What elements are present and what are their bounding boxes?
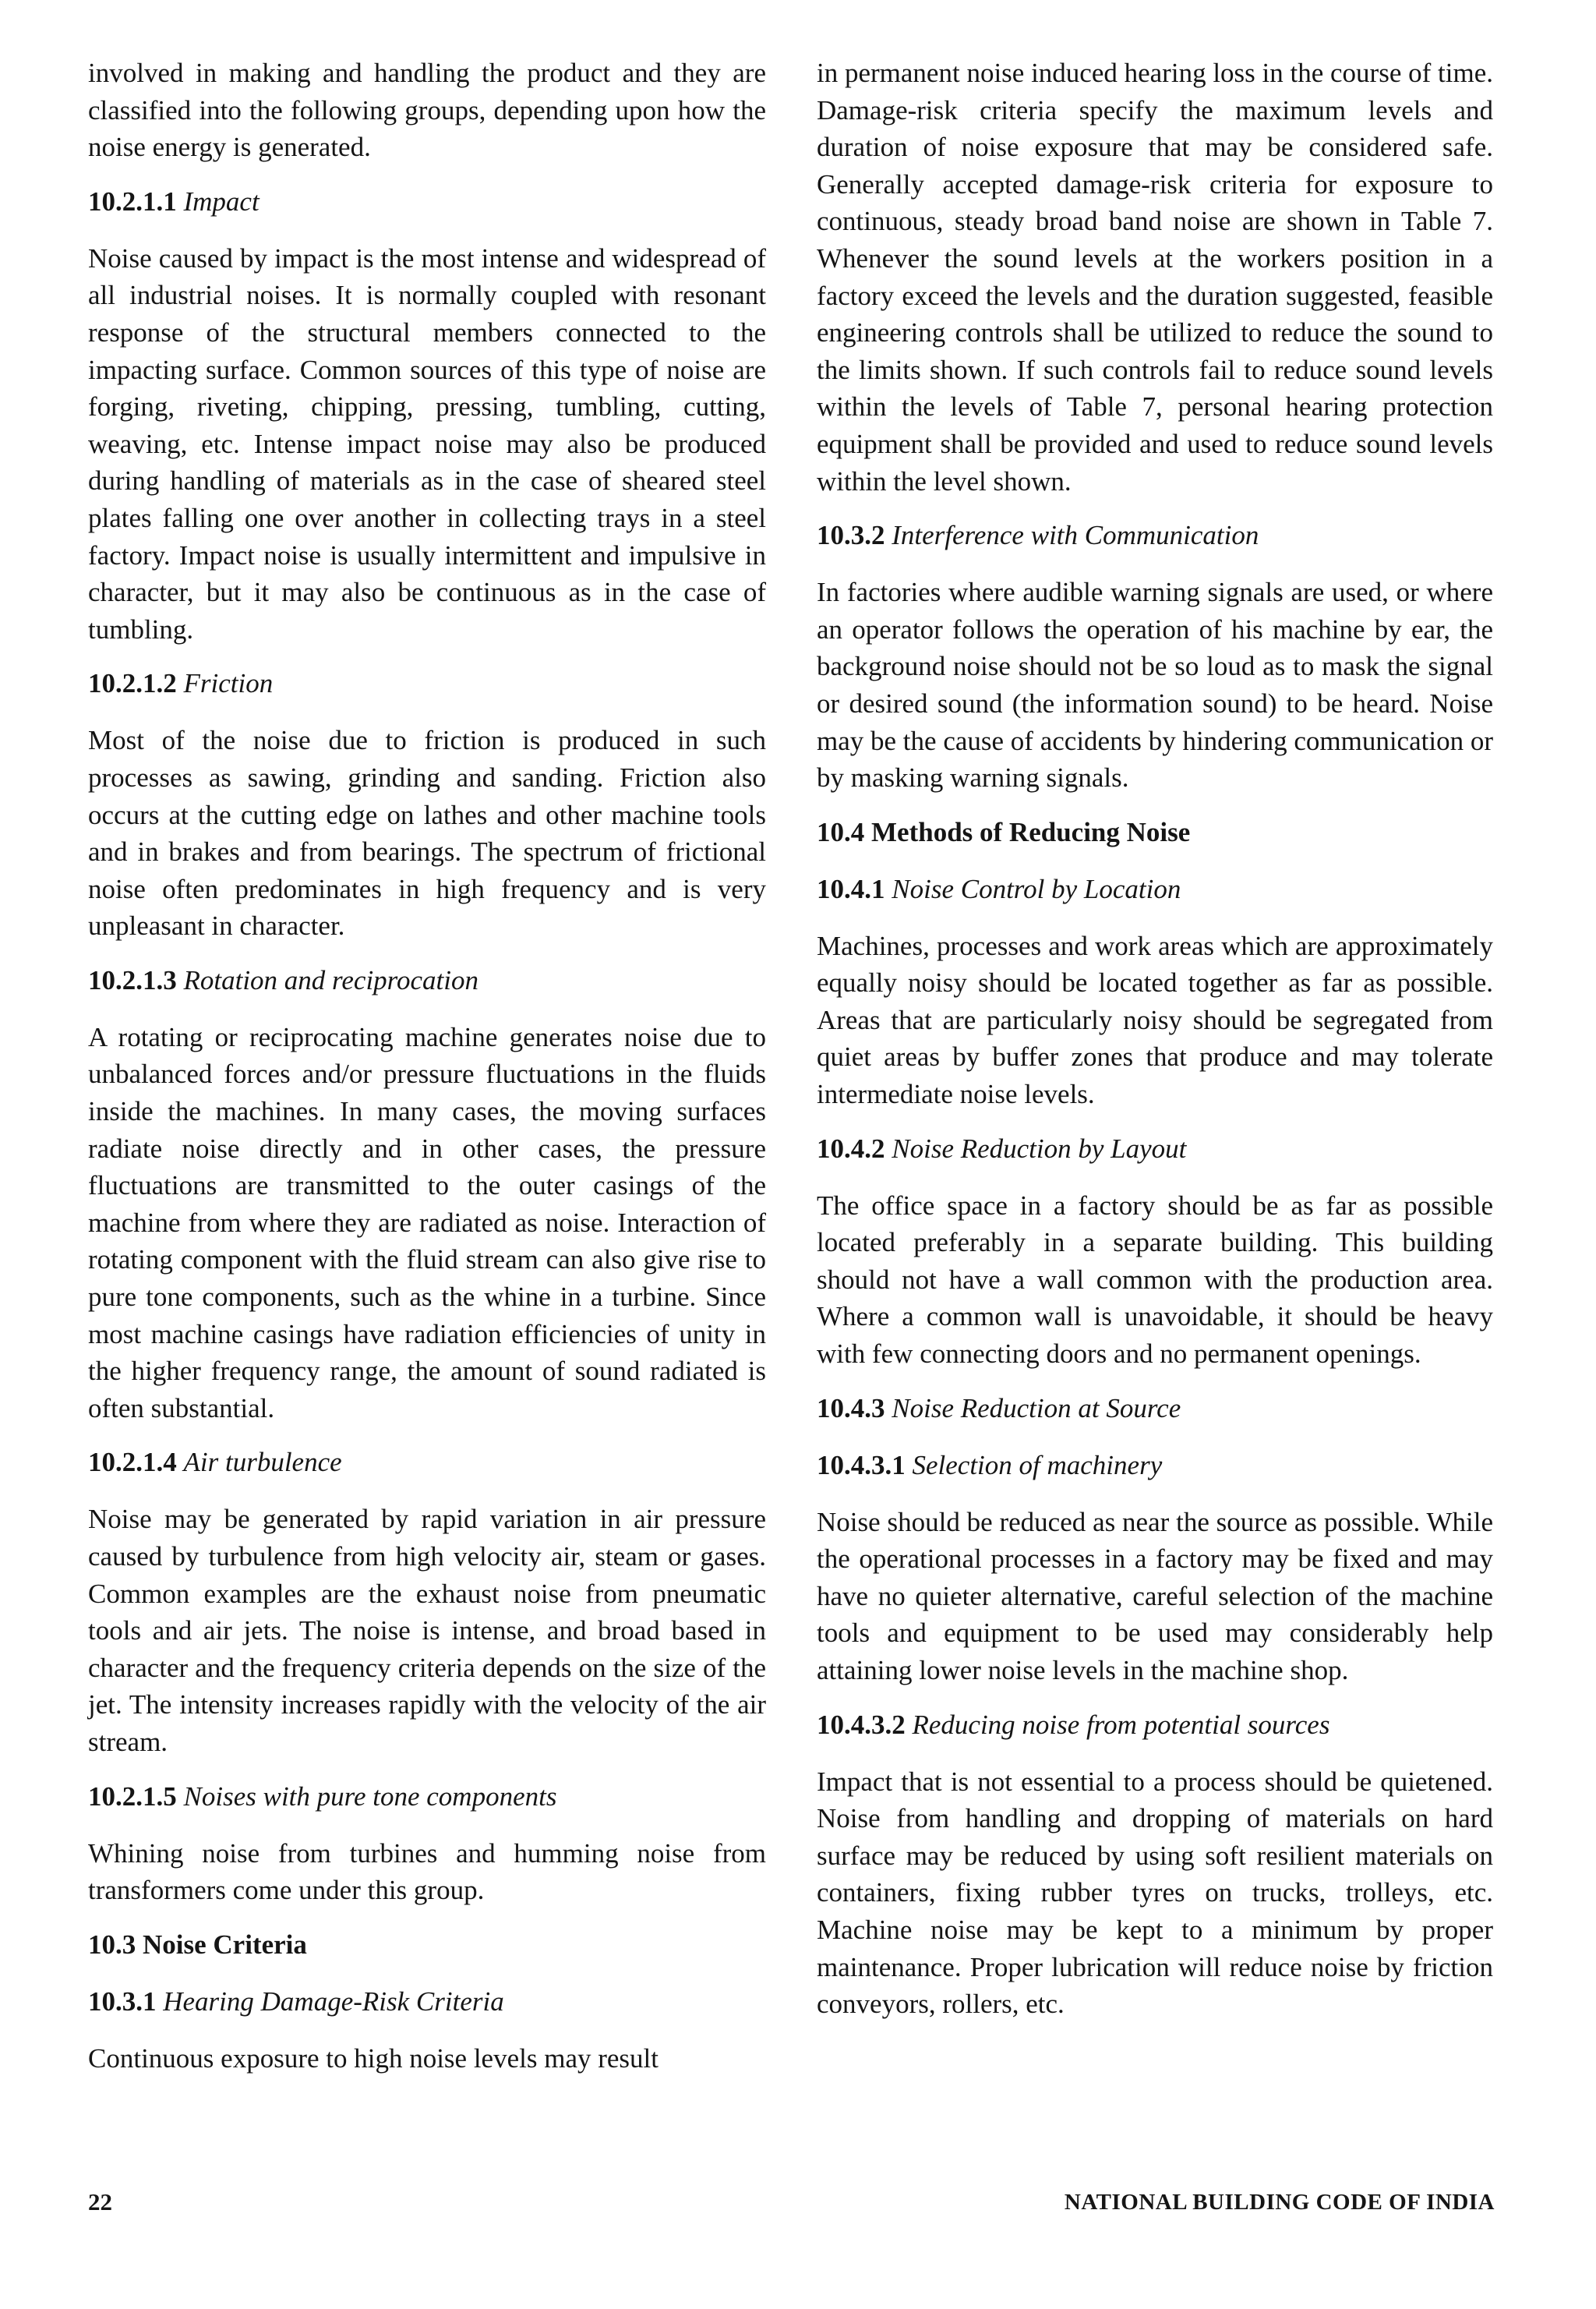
heading-interference (817, 517, 1493, 553)
paragraph-layout: The office space in a factory should be as far as possible located preferably in a separate building. This building should not have a wall common with the production area. Where a common wall is unavoidable, it should be heavy with few connecting doors and no permanent openings. (817, 1190, 1493, 1370)
heading-impact (88, 183, 766, 220)
left-column (88, 55, 766, 2094)
heading-number: 10.4.1 (817, 873, 885, 904)
heading-layout (817, 1130, 1493, 1167)
heading-friction (88, 665, 766, 702)
heading-number: 10.3 (88, 1929, 136, 1960)
heading-number: 10.2.1.3 (88, 964, 177, 995)
heading-selection (817, 1447, 1493, 1483)
heading-title: Noise Criteria (143, 1929, 307, 1960)
heading-number: 10.3.1 (88, 1985, 157, 2017)
heading-number: 10.2.1.4 (88, 1447, 177, 1478)
heading-location (817, 871, 1493, 907)
heading-title: Air turbulence (183, 1447, 342, 1478)
heading-number: 10.2.1.2 (88, 668, 177, 699)
heading-potential-sources (817, 1706, 1493, 1743)
paragraph-interference: In factories where audible warning signals are used, or where an operator follows the operation of his machine by ear, the background noise should not be so loud as to mask the signal or desired sound (the information sound) to be heard. Noise may be the cause of accidents by hindering communication or by masking warning signals. (817, 577, 1493, 794)
paragraph-hearing-damage: Continuous exposure to high noise levels may result (88, 2042, 659, 2074)
heading-number: 10.4.3.2 (817, 1709, 906, 1740)
heading-title: Reducing noise from potential sources (912, 1709, 1330, 1740)
running-footer-title: NATIONAL BUILDING CODE OF INDIA (1064, 2190, 1495, 2215)
heading-number: 10.4.3.1 (817, 1449, 906, 1480)
heading-title: Hearing Damage-Risk Criteria (163, 1985, 504, 2017)
heading-noise-criteria (88, 1926, 766, 1963)
heading-title: Noise Reduction by Layout (892, 1133, 1187, 1164)
heading-hearing-damage (88, 1983, 766, 2020)
heading-rotation (88, 962, 766, 999)
heading-methods (817, 814, 1493, 850)
paragraph-impact: Noise caused by impact is the most intense and widespread of all industrial noises. It is normally coupled with resonant response of the structural members connected to the impacting surface. Common sources of this type of noise are forging, riveting, chipping, pressing, tumbling, cutting, weaving, etc. Intense impact noise may also be produced during handling of materials as in the case of sheared steel plates falling one over another in collecting trays in a steel factory. Impact noise is usually intermittent and impulsive in character, but it may also be continuous as in the case of tumbling. (88, 242, 766, 645)
heading-title: Friction (183, 668, 274, 699)
page-number: 22 (88, 2188, 112, 2215)
heading-title: Methods of Reducing Noise (871, 816, 1191, 847)
paragraph-rotation: A rotating or reciprocating machine generates noise due to unbalanced forces and/or pressure fluctuations in the fluids inside the machines. In many cases, the moving surfaces radiate noise directly and in other cases, the pressure fluctuations are transmitted to the outer casings of the machine from where they are radiated as noise. Interaction of rotating component with the fluid stream can also give rise to pure tone components, such as the whine in a turbine. Since most machine casings have radiation efficiencies of unity in the higher frequency range, the amount of sound radiated is often substantial. (88, 1021, 766, 1423)
heading-title: Rotation and reciprocation (183, 964, 478, 995)
heading-title: Noise Reduction at Source (892, 1392, 1181, 1423)
paragraph-selection: Noise should be reduced as near the source as possible. While the operational processes in a factory may be fixed and may have no quieter alternative, careful selection of the machine tools and equipment to be used may considerably help attaining lower noise levels in the machine shop. (817, 1506, 1493, 1685)
heading-number: 10.4.2 (817, 1133, 885, 1164)
heading-number: 10.4 (817, 816, 865, 847)
paragraph-air-turbulence: Noise may be generated by rapid variation in air pressure caused by turbulence from high velocity air, steam or gases. Common examples are the exhaust noise from pneumatic tools and air jets. The noise is intense, and broad based in character and the frequency criteria depends on the size of the jet. The intensity increases rapidly with the velocity of the air stream. (88, 1504, 766, 1757)
heading-number: 10.3.2 (817, 520, 885, 551)
paragraph-pure-tone: Whining noise from turbines and humming noise from transformers come under this group. (88, 1837, 766, 1906)
paragraph-intro: involved in making and handling the product and they are classified into the following groups, depending upon how the noise energy is generated. (88, 58, 766, 163)
heading-title: Noises with pure tone components (183, 1780, 557, 1812)
paragraph-location: Machines, processes and work areas which are approximately equally noisy should be located together as far as possible. Areas that are particularly noisy should be segregated from quiet areas by buffer zones that produce and may tolerate intermediate noise levels. (817, 930, 1493, 1110)
heading-title: Impact (183, 186, 260, 217)
heading-title: Selection of machinery (912, 1449, 1163, 1480)
paragraph-potential-sources: Impact that is not essential to a process should be quietened. Noise from handling and dropping of materials on hard surface may be reduced by using soft resilient materials on containers, fixing rubber tyres on trucks, trolleys, etc. Machine noise may be kept to a minimum by proper maintenance. Proper lubrication will reduce noise by friction conveyors, rollers, etc. (817, 1766, 1493, 2020)
paragraph-friction: Most of the noise due to friction is produced in such processes as sawing, grinding and sanding. Friction also occurs at the cutting edge on lathes and other machine tools and in brakes and from bearings. The spectrum of frictional noise often predominates in high frequency and is very unpleasant in character. (88, 725, 766, 942)
paragraph-hearing-damage-continued: in permanent noise induced hearing loss in the course of time. Damage-risk criteria specify the maximum levels and duration of noise exposure that may be considered safe. Generally accepted damage-risk criteria for exposure to continuous, steady broad band noise are shown in Table 7. Whenever the sound levels at the workers position in a factory exceed the levels and the duration suggested, feasible engineering controls shall be utilized to reduce the sound to the limits shown. If such controls fail to reduce sound levels within the levels of Table 7, personal hearing protection equipment shall be provided and used to reduce sound levels within the level shown. (817, 58, 1493, 497)
heading-title: Noise Control by Location (892, 873, 1181, 904)
heading-source (817, 1390, 1493, 1427)
heading-number: 10.2.1.1 (88, 186, 177, 217)
heading-air-turbulence (88, 1444, 766, 1480)
heading-number: 10.2.1.5 (88, 1780, 177, 1812)
heading-title: Interference with Communication (892, 520, 1259, 551)
right-column (817, 55, 1493, 2040)
heading-pure-tone (88, 1778, 766, 1815)
heading-number: 10.4.3 (817, 1392, 885, 1423)
